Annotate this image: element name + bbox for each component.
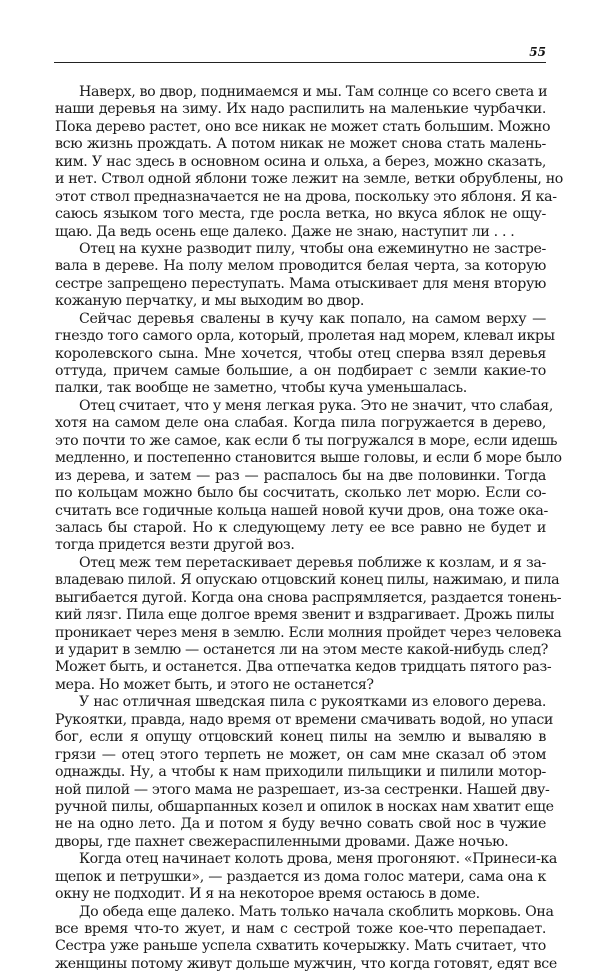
- header-rule: [54, 62, 546, 63]
- text-line: Пока дерево растет, оно все никак не может стать большим. Можно: [55, 118, 551, 135]
- text-line: считать все годичные кольца нашей новой кучи дров, она тоже ока-: [55, 502, 548, 519]
- text-line: королевского сына. Мне хочется, чтобы отец сперва взял деревья: [55, 345, 546, 362]
- text-line: и ударит в землю — останется ли на этом месте какой-нибудь след?: [55, 642, 549, 658]
- text-line: саюсь языком того места, где росла ветка, но вкуса яблок не ощу-: [55, 206, 546, 223]
- text-line: и нет. Ствол одной яблони тоже лежит на земле, ветки обрублены, но: [55, 171, 563, 188]
- text-line: кожаную перчатку, и мы выходим во двор.: [55, 293, 365, 310]
- text-line: выгибается дугой. Когда она снова распрямляется, раздается тонень-: [55, 589, 562, 606]
- paragraph: [55, 397, 562, 555]
- text-line: дворы, где пахнет свежераспиленными дровами. Даже ночью.: [55, 833, 509, 850]
- paragraph: [55, 851, 558, 903]
- text-line: бог, если я опущу отцовский конец пилы на землю и вываляю в: [55, 729, 546, 746]
- text-line: хотя на самом деле она слабая. Когда пила погружается в дерево,: [55, 415, 546, 432]
- text-line: Отец считает, что у меня легкая рука. Это не значит, что слабая,: [79, 397, 553, 414]
- text-line: щепок и петрушки», — раздается из дома голос матери, сама она к: [55, 868, 546, 885]
- text-line: владеваю пилой. Я опускаю отцовский конец пилы, нажимаю, и пила: [55, 572, 560, 589]
- paragraph: [55, 903, 557, 973]
- text-line: все время что-то жует, и нам с сестрой тоже кое-что перепадает.: [55, 921, 546, 937]
- text-line: всю жизнь прождать. А потом никак не может снова стать малень-: [55, 136, 546, 153]
- text-line: однажды. Ну, а чтобы к нам приходили пильщики и пилили мотор-: [55, 764, 546, 781]
- text-line: гнездо того самого орла, который, пролетая над морем, клевал икры: [55, 328, 555, 345]
- text-line: Сестра уже раньше успела схватить кочерыжку. Мать считает, что: [55, 938, 546, 955]
- paragraph: [55, 554, 562, 695]
- page-number: 55: [529, 45, 546, 59]
- text-line: из дерева, и затем — раз — распалось бы на две половинки. Тогда: [55, 467, 546, 484]
- paragraph: [55, 694, 554, 851]
- text-line: Сейчас деревья свалены в кучу как попало, на самом верху —: [79, 310, 546, 327]
- text-line: это почти то же самое, как если б ты погружался в море, если идешь: [55, 432, 558, 449]
- paragraph: [55, 310, 555, 398]
- text-line: щаю. Да ведь осень еще далеко. Даже не знаю, наступит ли . . .: [55, 223, 515, 240]
- text-line: Рукоятки, правда, надо время от времени смачивать водой, но упаси: [55, 711, 554, 728]
- body-text: [55, 84, 563, 973]
- text-line: тогда придется везти другой воз.: [55, 537, 295, 554]
- text-line: кий лязг. Пила еще долгое время звенит и вздрагивает. Дрожь пилы: [55, 607, 555, 624]
- paragraph: [55, 84, 563, 241]
- text-line: ной пилой — этого мама не разрешает, из-за сестренки. Нашей дву-: [55, 781, 550, 798]
- text-line: мера. Но может быть, и этого не останется?: [55, 676, 374, 693]
- text-line: этот ствол предназначается не на дрова, поскольку это яблоня. Я ка-: [55, 188, 557, 205]
- text-line: медленно, и постепенно становится выше головы, и если б море было: [55, 450, 562, 467]
- text-line: сестре запрещено переступать. Мама отыскивает для меня вторую: [55, 275, 546, 292]
- text-line: Когда отец начинает колоть дрова, меня прогоняют. «Принеси-ка: [79, 851, 558, 868]
- text-line: Может быть, и останется. Два отпечатка кедов тридцать пятого раз-: [55, 659, 552, 676]
- text-line: не на одно лето. Да и потом я буду вечно совать свой нос в чужие: [55, 816, 546, 833]
- text-line: оттуда, причем самые большие, а он подбирает с земли какие-то: [55, 363, 546, 379]
- text-line: У нас отличная шведская пила с рукоятками из елового дерева.: [79, 694, 546, 711]
- text-line: грязи — отец этого терпеть не может, он сам мне сказал об этом: [55, 746, 546, 763]
- text-line: вала в дереве. На полу мелом проводится белая черта, за которую: [55, 258, 546, 275]
- text-line: Наверх, во двор, поднимаемся и мы. Там солнце со всего света и: [79, 84, 548, 100]
- text-line: ким. У нас здесь в основном осина и ольха, а берез, можно сказать,: [55, 153, 546, 170]
- text-line: женщины потому живут дольше мужчин, что когда готовят, едят все: [55, 955, 557, 972]
- text-line: ручной пилы, обшарпанных козел и опилок в носках нам хватит еще: [55, 798, 554, 815]
- text-line: окну не подходит. И я на некоторое время остаюсь в доме.: [55, 886, 480, 903]
- paragraph: [55, 241, 546, 311]
- text-line: палки, так вообще не заметно, чтобы куча уменьшалась.: [55, 380, 467, 397]
- text-line: залась бы старой. Но к следующему лету ее все равно не будет и: [55, 519, 546, 536]
- text-line: Отец на кухне разводит пилу, чтобы она ежеминутно не застре-: [79, 240, 546, 257]
- text-line: по кольцам можно было бы сосчитать, сколько лет морю. Если со-: [55, 485, 546, 502]
- text-line: наши деревья на зиму. Их надо распилить на маленькие чурбачки.: [55, 101, 546, 118]
- text-line: Отец меж тем перетаскивает деревья поближе к козлам, и я за-: [79, 554, 546, 571]
- text-line: проникает через меня в землю. Если молния пройдет через человека: [55, 624, 562, 641]
- text-line: До обеда еще далеко. Мать только начала скоблить морковь. Она: [79, 903, 554, 920]
